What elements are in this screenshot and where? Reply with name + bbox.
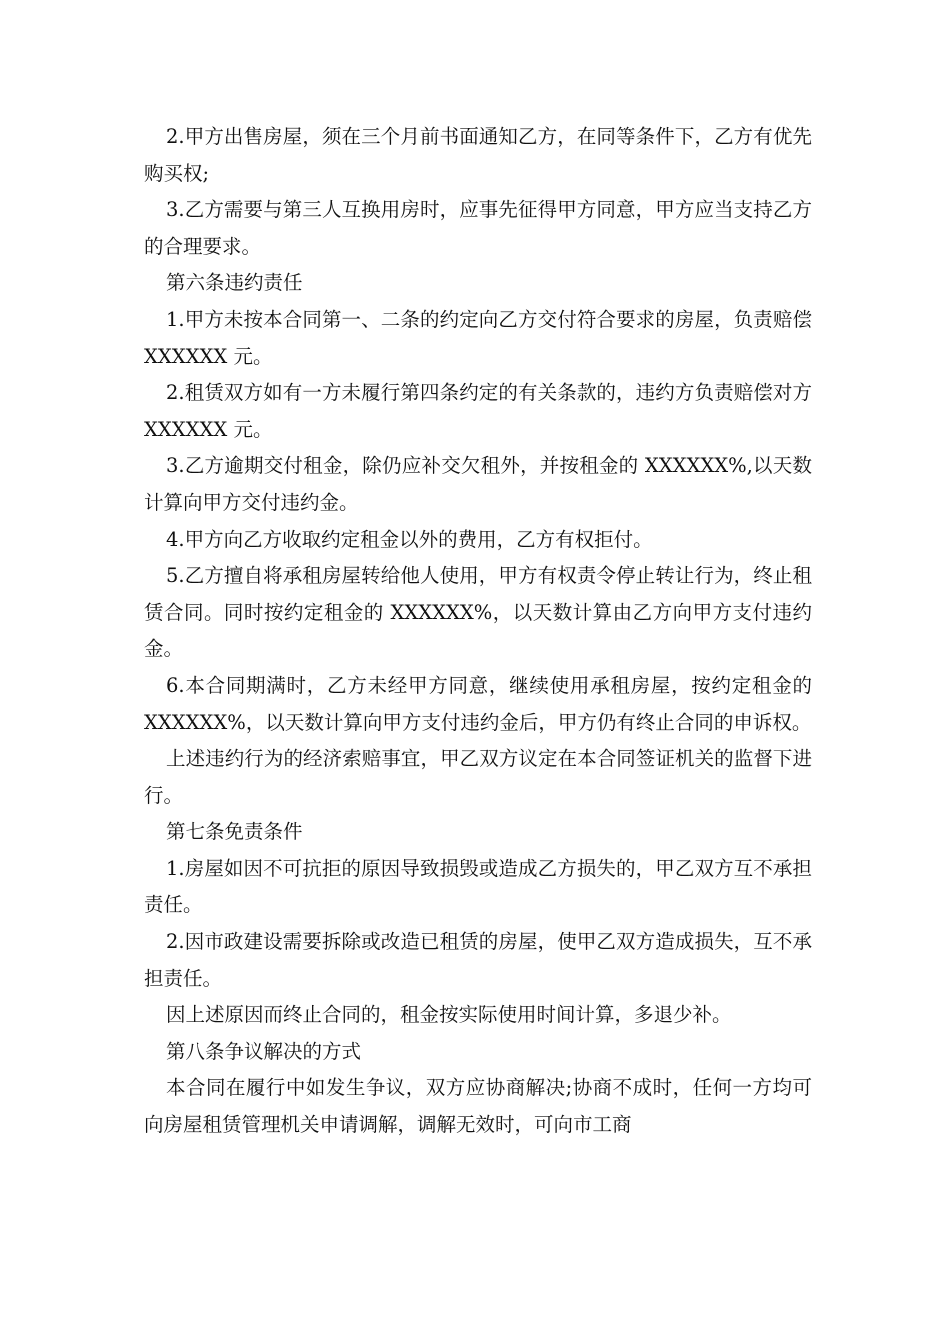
- paragraph: 2.因市政建设需要拆除或改造已租赁的房屋，使甲乙双方造成损失，互不承担责任。: [144, 930, 812, 990]
- document-body: [144, 119, 812, 1144]
- paragraph: 1.房屋如因不可抗拒的原因导致损毁或造成乙方损失的，甲乙双方互不承担责任。: [144, 856, 812, 917]
- paragraph: 5.乙方擅自将承租房屋转给他人使用，甲方有权责令停止转让行为，终止租赁合同。同时按约定租金的 XXXXXX%，以天数计算由乙方向甲方支付违约金。: [144, 564, 812, 661]
- paragraph: 1.甲方未按本合同第一、二条的约定向乙方交付符合要求的房屋，负责赔偿 XXXXXX 元。: [144, 307, 812, 368]
- section-heading: 第八条争议解决的方式: [166, 1039, 362, 1063]
- section-heading: 第六条违约责任: [166, 271, 303, 295]
- section-heading: 第七条免责条件: [166, 820, 303, 844]
- paragraph: 6.本合同期满时，乙方未经甲方同意，继续使用承租房屋，按约定租金的 XXXXXX%，以天数计算向甲方支付违约金后，甲方仍有终止合同的申诉权。: [144, 673, 812, 734]
- paragraph: 2.租赁双方如有一方未履行第四条约定的有关条款的，违约方负责赔偿对方 XXXXXX 元。: [144, 381, 812, 441]
- paragraph: 3.乙方需要与第三人互换用房时，应事先征得甲方同意，甲方应当支持乙方的合理要求。: [144, 198, 812, 258]
- paragraph: 本合同在履行中如发生争议，双方应协商解决;协商不成时，任何一方均可向房屋租赁管理机关申请调解，调解无效时，可向市工商: [144, 1076, 812, 1137]
- paragraph: 3.乙方逾期交付租金，除仍应补交欠租外，并按租金的 XXXXXX%,以天数计算向甲方交付违约金。: [144, 454, 812, 514]
- paragraph: 4.甲方向乙方收取约定租金以外的费用，乙方有权拒付。: [166, 527, 653, 551]
- paragraph: 上述违约行为的经济索赔事宜，甲乙双方议定在本合同签证机关的监督下进行。: [144, 747, 812, 807]
- paragraph: 2.甲方出售房屋，须在三个月前书面通知乙方，在同等条件下，乙方有优先购买权;: [144, 125, 812, 185]
- paragraph: 因上述原因而终止合同的，租金按实际使用时间计算，多退少补。: [166, 1003, 732, 1027]
